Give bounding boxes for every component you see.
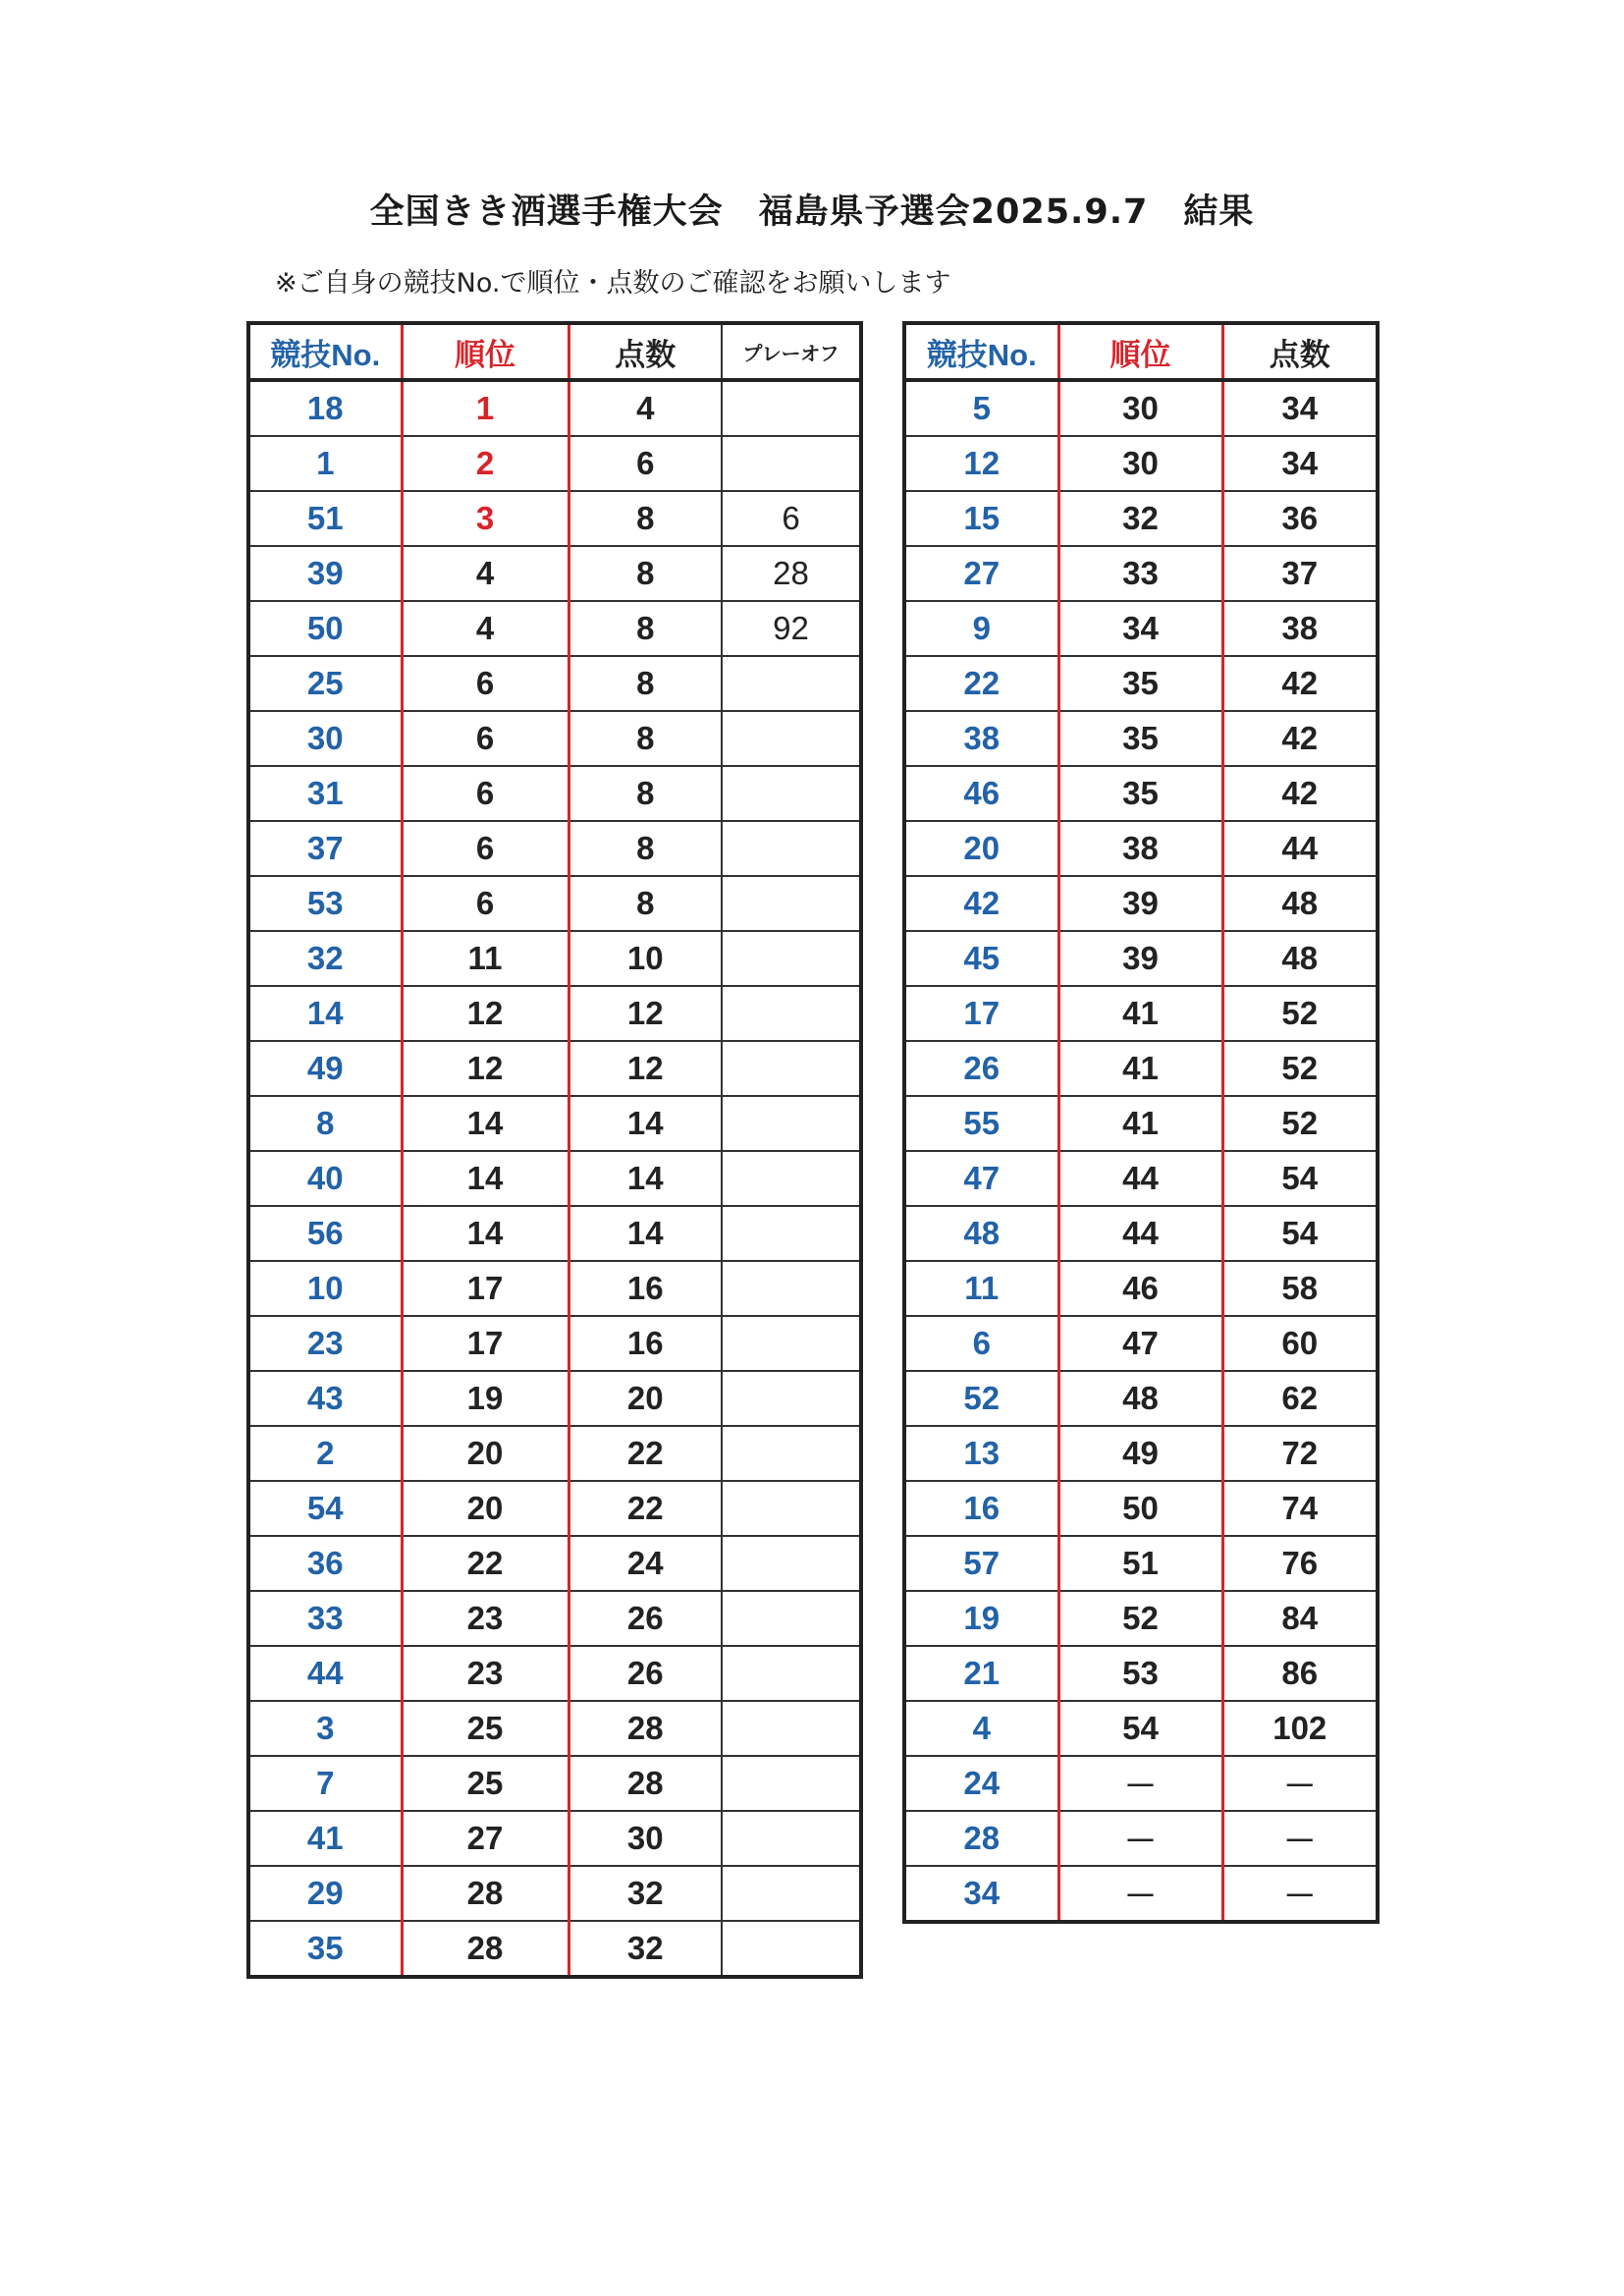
cell-rank: 52 [1058,1591,1222,1646]
header-playoff: プレーオフ [722,323,861,380]
header-rank: 順位 [1058,323,1222,380]
cell-score: 20 [568,1371,722,1426]
table-row [904,1811,1378,1866]
cell-no: 51 [248,491,402,546]
table-row [248,821,861,876]
cell-no: 56 [248,1206,402,1261]
table-row [904,1151,1378,1206]
cell-rank: 3 [402,491,568,546]
cell-score: 54 [1222,1151,1378,1206]
cell-rank: 39 [1058,931,1222,986]
cell-no: 23 [248,1316,402,1371]
cell-score: 12 [568,986,722,1041]
table-row [248,1426,861,1481]
cell-no: 11 [904,1261,1058,1316]
cell-score: 42 [1222,711,1378,766]
table-row [904,1261,1378,1316]
cell-rank: 32 [1058,491,1222,546]
cell-score: 8 [568,491,722,546]
header-rank: 順位 [402,323,568,380]
cell-no: 46 [904,766,1058,821]
table-row [248,986,861,1041]
header-competition-no: 競技No. [904,323,1058,380]
cell-rank: 51 [1058,1536,1222,1591]
table-row [248,766,861,821]
cell-no: 28 [904,1811,1058,1866]
cell-no: 24 [904,1756,1058,1811]
cell-score: 38 [1222,601,1378,656]
cell-no: 8 [248,1096,402,1151]
cell-playoff [722,1426,861,1481]
cell-rank: － [1058,1811,1222,1866]
cell-no: 4 [904,1701,1058,1756]
cell-score: 8 [568,546,722,601]
cell-no: 3 [248,1701,402,1756]
cell-rank: 1 [402,380,568,436]
table-row [248,1151,861,1206]
cell-no: 2 [248,1426,402,1481]
table-row [904,1646,1378,1701]
cell-playoff [722,436,861,491]
header-row [904,323,1378,380]
table-row [248,876,861,931]
cell-rank: 20 [402,1481,568,1536]
cell-rank: 30 [1058,380,1222,436]
cell-score: 10 [568,931,722,986]
cell-no: 52 [904,1371,1058,1426]
results-table-left [246,321,863,1979]
cell-no: 48 [904,1206,1058,1261]
table-row [248,1701,861,1756]
cell-no: 27 [904,546,1058,601]
cell-no: 19 [904,1591,1058,1646]
cell-rank: 28 [402,1921,568,1977]
cell-score: － [1222,1756,1378,1811]
cell-score: 24 [568,1536,722,1591]
cell-score: 30 [568,1811,722,1866]
cell-playoff [722,656,861,711]
table-row [904,1536,1378,1591]
cell-score: 16 [568,1261,722,1316]
cell-playoff [722,380,861,436]
cell-score: 8 [568,601,722,656]
table-row [904,1701,1378,1756]
instruction-note: ※ご自身の競技No.で順位・点数のご確認をお願いします [275,268,951,299]
cell-no: 35 [248,1921,402,1977]
cell-rank: 35 [1058,656,1222,711]
cell-score: 28 [568,1701,722,1756]
cell-rank: － [1058,1756,1222,1811]
cell-no: 25 [248,656,402,711]
cell-score: 42 [1222,656,1378,711]
cell-no: 45 [904,931,1058,986]
cell-rank: 50 [1058,1481,1222,1536]
cell-rank: 14 [402,1096,568,1151]
cell-no: 18 [248,380,402,436]
cell-rank: 27 [402,1811,568,1866]
cell-no: 34 [904,1866,1058,1922]
cell-score: 36 [1222,491,1378,546]
header-competition-no: 競技No. [248,323,402,380]
cell-no: 5 [904,380,1058,436]
table-row [904,766,1378,821]
cell-playoff [722,1536,861,1591]
cell-playoff [722,1041,861,1096]
cell-no: 29 [248,1866,402,1921]
cell-no: 41 [248,1811,402,1866]
cell-score: 52 [1222,1096,1378,1151]
cell-score: 48 [1222,931,1378,986]
cell-rank: 6 [402,876,568,931]
cell-playoff [722,1866,861,1921]
cell-rank: 35 [1058,766,1222,821]
cell-no: 9 [904,601,1058,656]
cell-no: 53 [248,876,402,931]
table-row [248,546,861,601]
cell-score: 8 [568,821,722,876]
cell-playoff [722,1316,861,1371]
cell-no: 6 [904,1316,1058,1371]
table-row [248,601,861,656]
cell-score: 14 [568,1096,722,1151]
cell-score: 26 [568,1591,722,1646]
cell-rank: 6 [402,711,568,766]
cell-score: 12 [568,1041,722,1096]
cell-rank: 47 [1058,1316,1222,1371]
table-row [248,1811,861,1866]
table-row [248,656,861,711]
cell-no: 12 [904,436,1058,491]
cell-playoff [722,711,861,766]
cell-rank: 30 [1058,436,1222,491]
cell-no: 40 [248,1151,402,1206]
table-row [904,1206,1378,1261]
cell-rank: 35 [1058,711,1222,766]
cell-rank: 38 [1058,821,1222,876]
cell-score: 52 [1222,1041,1378,1096]
cell-score: 84 [1222,1591,1378,1646]
cell-rank: 6 [402,821,568,876]
cell-playoff [722,876,861,931]
cell-rank: 6 [402,766,568,821]
header-score: 点数 [1222,323,1378,380]
cell-rank: 23 [402,1591,568,1646]
cell-playoff [722,1261,861,1316]
cell-rank: 34 [1058,601,1222,656]
cell-score: 8 [568,656,722,711]
table-row [248,1371,861,1426]
table-row [248,711,861,766]
table-row [248,931,861,986]
cell-rank: 53 [1058,1646,1222,1701]
cell-playoff [722,931,861,986]
table-row [248,1646,861,1701]
cell-playoff [722,1206,861,1261]
cell-playoff [722,1591,861,1646]
cell-rank: 22 [402,1536,568,1591]
cell-score: 102 [1222,1701,1378,1756]
cell-no: 1 [248,436,402,491]
table-row [904,931,1378,986]
cell-score: 14 [568,1206,722,1261]
cell-rank: 39 [1058,876,1222,931]
cell-no: 13 [904,1426,1058,1481]
cell-no: 7 [248,1756,402,1811]
cell-no: 44 [248,1646,402,1701]
cell-score: 14 [568,1151,722,1206]
table-row [248,1096,861,1151]
table-row [248,1921,861,1977]
cell-rank: 11 [402,931,568,986]
cell-rank: 46 [1058,1261,1222,1316]
cell-no: 31 [248,766,402,821]
cell-playoff [722,1096,861,1151]
table-row [248,1536,861,1591]
table-row [904,1756,1378,1811]
cell-rank: 6 [402,656,568,711]
cell-playoff [722,1481,861,1536]
table-row [248,380,861,436]
cell-playoff [722,1371,861,1426]
cell-playoff [722,986,861,1041]
cell-score: 32 [568,1866,722,1921]
table-row [248,1756,861,1811]
cell-score: 8 [568,711,722,766]
header-row [248,323,861,380]
cell-playoff [722,766,861,821]
cell-score: 86 [1222,1646,1378,1701]
table-row [904,876,1378,931]
cell-rank: 17 [402,1261,568,1316]
cell-no: 17 [904,986,1058,1041]
results-table-right [902,321,1380,1924]
cell-score: 4 [568,380,722,436]
cell-score: － [1222,1811,1378,1866]
cell-rank: 44 [1058,1206,1222,1261]
cell-playoff [722,1151,861,1206]
cell-no: 55 [904,1096,1058,1151]
cell-score: 48 [1222,876,1378,931]
cell-rank: 14 [402,1151,568,1206]
cell-no: 37 [248,821,402,876]
cell-no: 14 [248,986,402,1041]
cell-playoff: 28 [722,546,861,601]
cell-score: 32 [568,1921,722,1977]
cell-rank: 41 [1058,986,1222,1041]
table-row [904,1041,1378,1096]
cell-no: 38 [904,711,1058,766]
header-score: 点数 [568,323,722,380]
cell-playoff [722,1756,861,1811]
cell-playoff [722,1811,861,1866]
cell-score: 37 [1222,546,1378,601]
cell-score: 76 [1222,1536,1378,1591]
cell-rank: 49 [1058,1426,1222,1481]
cell-score: 34 [1222,436,1378,491]
cell-playoff: 92 [722,601,861,656]
cell-rank: 41 [1058,1041,1222,1096]
cell-rank: 41 [1058,1096,1222,1151]
cell-no: 47 [904,1151,1058,1206]
cell-score: 8 [568,766,722,821]
cell-score: 42 [1222,766,1378,821]
table-row [248,1041,861,1096]
cell-score: 26 [568,1646,722,1701]
table-row [904,1426,1378,1481]
cell-score: 54 [1222,1206,1378,1261]
cell-score: 8 [568,876,722,931]
cell-playoff [722,821,861,876]
cell-rank: 4 [402,546,568,601]
cell-no: 42 [904,876,1058,931]
table-row [248,1316,861,1371]
cell-score: 74 [1222,1481,1378,1536]
table-row [904,601,1378,656]
cell-score: 62 [1222,1371,1378,1426]
cell-no: 39 [248,546,402,601]
cell-score: 16 [568,1316,722,1371]
table-row [904,986,1378,1041]
cell-no: 49 [248,1041,402,1096]
cell-no: 21 [904,1646,1058,1701]
cell-rank: 33 [1058,546,1222,601]
cell-no: 30 [248,711,402,766]
page-title: 全国きき酒選手権大会 福島県予選会2025.9.7 結果 [369,192,1255,232]
cell-no: 20 [904,821,1058,876]
cell-rank: 20 [402,1426,568,1481]
cell-score: 72 [1222,1426,1378,1481]
cell-playoff: 6 [722,491,861,546]
cell-no: 50 [248,601,402,656]
cell-rank: 48 [1058,1371,1222,1426]
table-row [904,436,1378,491]
table-row [904,1371,1378,1426]
cell-rank: 12 [402,1041,568,1096]
cell-score: 52 [1222,986,1378,1041]
cell-rank: 14 [402,1206,568,1261]
table-row [248,1481,861,1536]
table-row [904,1481,1378,1536]
table-row [248,1866,861,1921]
cell-rank: 17 [402,1316,568,1371]
cell-rank: 25 [402,1756,568,1811]
table-row [904,1866,1378,1922]
cell-no: 10 [248,1261,402,1316]
table-row [248,1206,861,1261]
cell-score: 6 [568,436,722,491]
cell-score: 34 [1222,380,1378,436]
cell-score: 28 [568,1756,722,1811]
cell-rank: 25 [402,1701,568,1756]
table-row [904,711,1378,766]
table-row [904,491,1378,546]
cell-rank: 28 [402,1866,568,1921]
cell-score: 58 [1222,1261,1378,1316]
cell-playoff [722,1921,861,1977]
table-row [248,436,861,491]
table-row [904,546,1378,601]
table-row [904,1591,1378,1646]
cell-rank: 4 [402,601,568,656]
table-row [248,1261,861,1316]
table-row [904,656,1378,711]
cell-no: 33 [248,1591,402,1646]
table-row [904,1096,1378,1151]
table-row [904,1316,1378,1371]
cell-rank: 44 [1058,1151,1222,1206]
cell-rank: － [1058,1866,1222,1922]
cell-no: 15 [904,491,1058,546]
cell-no: 36 [248,1536,402,1591]
cell-rank: 2 [402,436,568,491]
cell-no: 43 [248,1371,402,1426]
table-row [904,380,1378,436]
cell-no: 22 [904,656,1058,711]
cell-rank: 12 [402,986,568,1041]
cell-score: － [1222,1866,1378,1922]
cell-score: 44 [1222,821,1378,876]
cell-score: 22 [568,1426,722,1481]
cell-rank: 23 [402,1646,568,1701]
cell-no: 54 [248,1481,402,1536]
cell-playoff [722,1701,861,1756]
cell-no: 57 [904,1536,1058,1591]
table-row [904,821,1378,876]
cell-no: 32 [248,931,402,986]
table-row [248,491,861,546]
cell-score: 22 [568,1481,722,1536]
table-row [248,1591,861,1646]
cell-no: 16 [904,1481,1058,1536]
cell-rank: 54 [1058,1701,1222,1756]
cell-no: 26 [904,1041,1058,1096]
cell-playoff [722,1646,861,1701]
cell-score: 60 [1222,1316,1378,1371]
cell-rank: 19 [402,1371,568,1426]
